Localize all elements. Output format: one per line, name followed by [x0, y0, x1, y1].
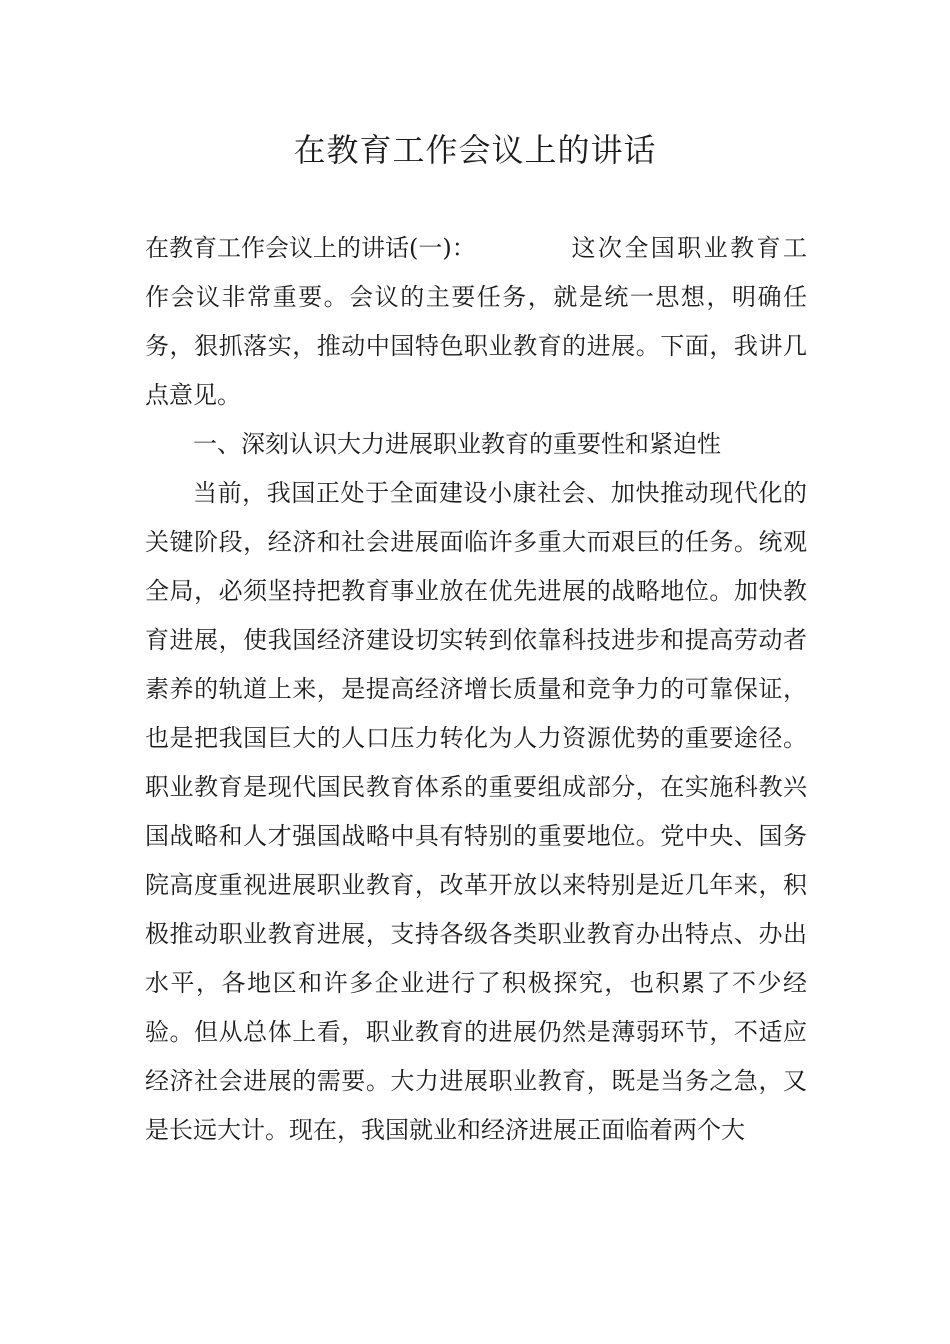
section-heading: 一、深刻认识大力进展职业教育的重要性和紧迫性 — [193, 430, 721, 458]
intro-paragraph — [145, 224, 807, 420]
intro-text: 这次全国职业教育工作会议非常重要。会议的主要任务，就是统一思想，明确任务，狠抓落实，推动中国特色职业教育的进展。下面，我讲几点意见。 — [145, 234, 807, 409]
document-body — [145, 224, 807, 1155]
document-title: 在教育工作会议上的讲话 — [293, 131, 657, 169]
intro-label: 在教育工作会议上的讲话(一)： — [145, 234, 476, 262]
body-paragraph: 当前，我国正处于全面建设小康社会、加快推动现代化的关键阶段，经济和社会进展面临许多重大而艰巨的任务。统观全局，必须坚持把教育事业放在优先进展的战略地位。加快教育进展，使我国经济建设切实转到依靠科技进步和提高劳动者素养的轨道上来，是提高经济增长质量和竞争力的可靠保证，也是把我国巨大的人口压力转化为人力资源优势的重要途径。职业教育是现代国民教育体系的重要组成部分，在实施科教兴国战略和人才强国战略中具有特别的重要地位。党中央、国务院高度重视进展职业教育，改革开放以来特别是近几年来，积极推动职业教育进展，支持各级各类职业教育办出特点、办出水平，各地区和许多企业进行了积极探究，也积累了不少经验。但从总体上看，职业教育的进展仍然是薄弱环节，不适应经济社会进展的需要。大力进展职业教育，既是当务之急，又是长远大计。现在，我国就业和经济进展正面临着两个大 — [145, 479, 807, 1144]
